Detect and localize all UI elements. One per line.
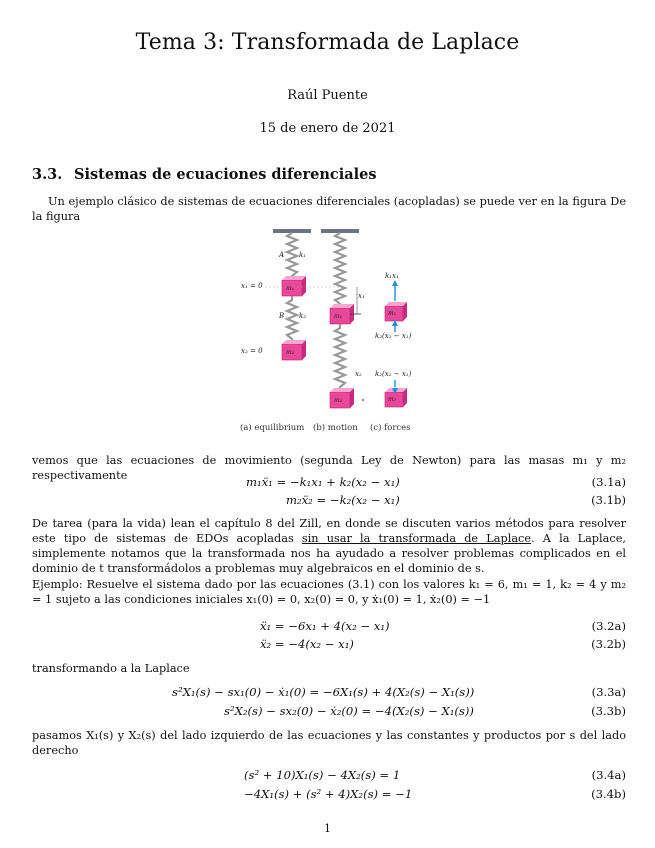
section-number: 3.3. bbox=[32, 166, 63, 183]
label-force-k2-down: k₂(x₂ − x₁) bbox=[375, 370, 412, 378]
equation-3-1b bbox=[32, 493, 626, 509]
label-m2-b: m₂ bbox=[334, 397, 343, 404]
label-m1-c: m₁ bbox=[388, 310, 397, 317]
equation-label: (3.1b) bbox=[591, 493, 626, 507]
spring-b-lower bbox=[335, 324, 345, 390]
label-m1-b: m₁ bbox=[334, 313, 343, 320]
label-x2-zero: x₂ = 0 bbox=[241, 347, 263, 355]
force-arrow-k1x1-head bbox=[392, 280, 398, 286]
equations-of-motion-paragraph: vemos que las ecuaciones de movimiento (segunda Ley de Newton) para las masas m₁ y m₂ respectivamente bbox=[32, 454, 626, 482]
equation-label: (3.4b) bbox=[591, 787, 626, 801]
equation-label: (3.1a) bbox=[591, 475, 626, 489]
caption-equilibrium: (a) equilibrium bbox=[240, 423, 305, 433]
document-author: Raúl Puente bbox=[287, 88, 368, 103]
document-title: Tema 3: Transformada de Laplace bbox=[135, 30, 520, 55]
label-force-k2-up: k₂(x₂ − x₁) bbox=[375, 332, 412, 340]
equation-3-1a bbox=[32, 475, 626, 491]
equation-label: (3.2b) bbox=[591, 637, 626, 651]
spring-b-upper bbox=[335, 233, 345, 306]
transforming-paragraph: transformando a la Laplace bbox=[32, 662, 190, 675]
mass-a-m1-top bbox=[282, 276, 306, 280]
equation-expr: ẍ₁ = −6x₁ + 4(x₂ − x₁) bbox=[260, 619, 390, 633]
label-k2: k₂ bbox=[299, 312, 307, 320]
spring-a-lower bbox=[287, 296, 297, 342]
equation-label: (3.3b) bbox=[591, 704, 626, 718]
caption-forces: (c) forces bbox=[370, 423, 411, 433]
mass-a-m2-top bbox=[282, 340, 306, 344]
page-number: 1 bbox=[324, 822, 331, 835]
mass-b-m2-top bbox=[330, 388, 354, 392]
ceiling-a bbox=[273, 229, 311, 233]
equation-label: (3.4a) bbox=[591, 768, 626, 782]
spring-mass-figure bbox=[237, 222, 417, 440]
section-heading bbox=[32, 166, 377, 183]
label-x1: x₁ bbox=[358, 292, 365, 300]
equation-label: (3.2a) bbox=[591, 619, 626, 633]
label-m2-c: m₂ bbox=[388, 396, 397, 403]
homework-underlined: sin usar la transformada de Laplace bbox=[301, 532, 532, 545]
equation-3-3b bbox=[32, 704, 626, 720]
document-date: 15 de enero de 2021 bbox=[259, 121, 396, 136]
equation-expr: m₂ẍ₂ = −k₂(x₂ − x₁) bbox=[286, 493, 400, 507]
example-paragraph: Ejemplo: Resuelve el sistema dado por las ecuaciones (3.1) con los valores k₁ = 6, m₁ = 1, k₂ = 4 y m₂ = 1 sujeto a las condiciones iniciales x₁(0) = 0, x₂(0) = 0, y ẋ₁(0) = 1, ẋ₂(0) = −1 bbox=[32, 578, 626, 606]
intro-paragraph: Un ejemplo clásico de sistemas de ecuaciones diferenciales (acopladas) se puede ver en la figura De la figura bbox=[32, 195, 626, 223]
label-m1-a: m₁ bbox=[286, 285, 295, 292]
label-A: A bbox=[279, 251, 285, 259]
equation-3-4a bbox=[32, 768, 626, 784]
passing-paragraph: pasamos X₁(s) y X₂(s) del lado izquierdo de las ecuaciones y las constantes y productos por s del lado derecho bbox=[32, 729, 626, 757]
caption-motion: (b) motion bbox=[313, 423, 358, 433]
label-k1: k₁ bbox=[299, 251, 307, 259]
equation-3-4b bbox=[32, 787, 626, 803]
label-m2-a: m₂ bbox=[286, 349, 295, 356]
equation-label: (3.3a) bbox=[591, 685, 626, 699]
spring-a-upper bbox=[287, 233, 297, 280]
equation-3-2b bbox=[32, 637, 626, 653]
homework-text-1: De tarea (para la vida) lean el capítulo 8 del Zill, en donde se discuten varios métodos para resolver este tipo de sistemas de EDOs acopladas bbox=[32, 517, 626, 545]
label-B: B bbox=[279, 312, 285, 320]
equation-expr: −4X₁(s) + (s² + 4)X₂(s) = −1 bbox=[244, 787, 413, 801]
homework-paragraph bbox=[32, 516, 626, 576]
equation-expr: (s² + 10)X₁(s) − 4X₂(s) = 1 bbox=[244, 768, 401, 782]
equation-expr: m₁ẍ₁ = −k₁x₁ + k₂(x₂ − x₁) bbox=[246, 475, 400, 489]
mass-b-m1-top bbox=[330, 304, 354, 308]
equation-expr: ẍ₂ = −4(x₂ − x₁) bbox=[260, 637, 354, 651]
ceiling-b bbox=[321, 229, 359, 233]
equation-3-3a bbox=[32, 685, 626, 701]
equation-expr: s²X₂(s) − sx₂(0) − ẋ₂(0) = −4(X₂(s) − X₁(s)) bbox=[224, 704, 474, 718]
label-x2: x₂ bbox=[355, 370, 362, 378]
label-force-k1x1: k₁x₁ bbox=[385, 272, 399, 280]
figure-dot bbox=[362, 399, 364, 401]
homework-text-2: . A la Laplace, simplemente notamos que la transformada nos ha ayudado a resolver problemas complicados en el dominio de t transformádolos a problemas muy algebraicos en el dominio de s. bbox=[32, 532, 626, 575]
label-x1-zero: x₁ = 0 bbox=[241, 282, 263, 290]
section-title-text: Sistemas de ecuaciones diferenciales bbox=[74, 166, 377, 183]
spring-mass-diagram bbox=[237, 222, 417, 440]
equation-expr: s²X₁(s) − sx₁(0) − ẋ₁(0) = −6X₁(s) + 4(X₂(s) − X₁(s)) bbox=[172, 685, 475, 699]
equation-3-2a bbox=[32, 619, 626, 635]
